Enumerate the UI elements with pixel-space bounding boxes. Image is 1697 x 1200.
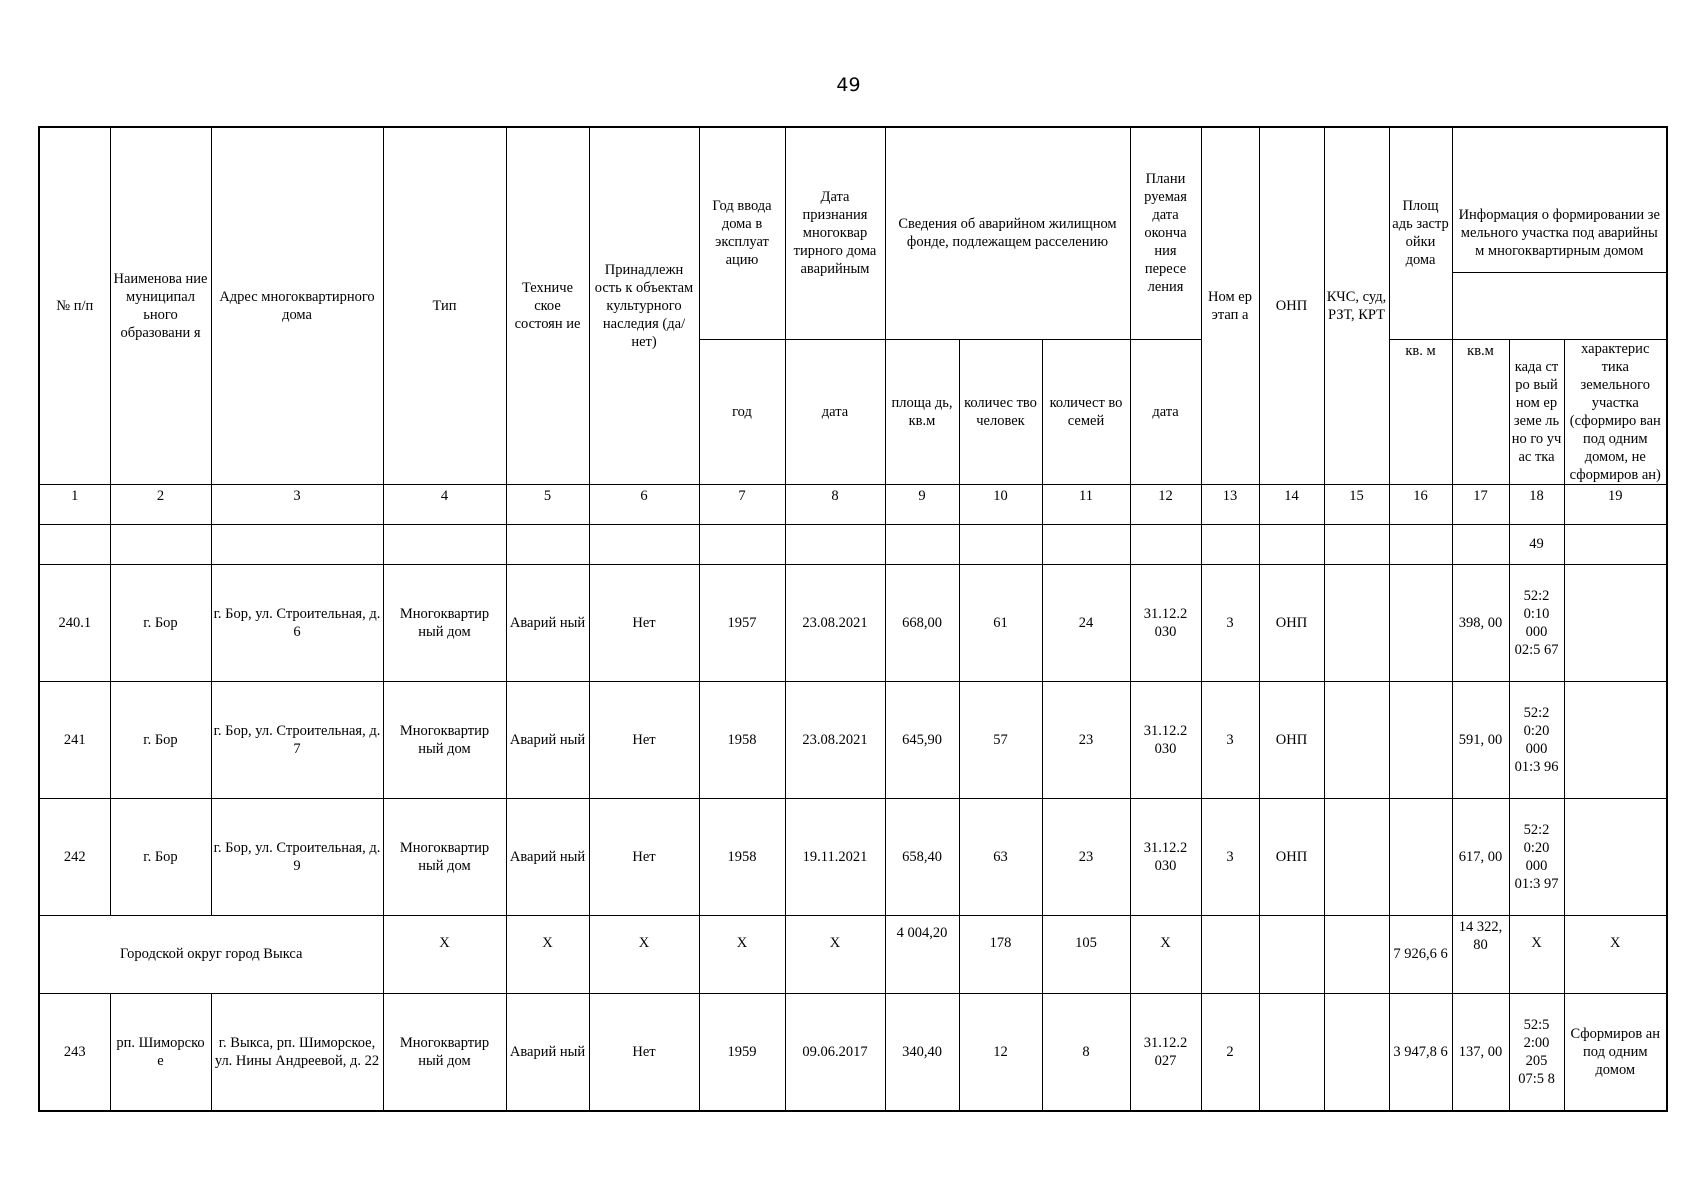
summary-plot-characteristic: X	[1564, 915, 1667, 993]
row-onp: ОНП	[1259, 681, 1324, 798]
row-heritage: Нет	[589, 564, 699, 681]
summary-planned-date: X	[1130, 915, 1201, 993]
row-families: 23	[1042, 681, 1130, 798]
row-area: 668,00	[885, 564, 959, 681]
row-kchs	[1324, 681, 1389, 798]
row-tech-state: Аварий ный	[506, 798, 589, 915]
header-row-main	[39, 127, 1667, 339]
row-emergency-date: 23.08.2021	[785, 564, 885, 681]
row-year: 1958	[699, 681, 785, 798]
header-sub-plot-area-unit: кв.м	[1452, 339, 1509, 484]
header-plot-characteristic: характерис тика земельного участка (сформиро ван под одним домом, не сформиров ан)	[1564, 339, 1667, 484]
header-land-plot-title: Информация о формировании земельного участка под аварийным многоквартирным домом	[1453, 194, 1667, 273]
table-row	[39, 798, 1667, 915]
row-area: 658,40	[885, 798, 959, 915]
row-tech-state: Аварий ный	[506, 681, 589, 798]
column-number: 9	[885, 484, 959, 524]
row-type: Многоквартир ный дом	[383, 564, 506, 681]
summary-cadastral-number: X	[1509, 915, 1564, 993]
row-number: 243	[39, 993, 110, 1111]
header-housing-info-group: Сведения об аварийном жилищном фонде, подлежащем расселению	[885, 127, 1130, 339]
header-sub-people: количес тво человек	[959, 339, 1042, 484]
column-number: 11	[1042, 484, 1130, 524]
row-cadastral-number: 52:2 0:20 000 01:3 97	[1509, 798, 1564, 915]
header-number: № п/п	[39, 127, 110, 484]
column-number: 16	[1389, 484, 1452, 524]
header-land-plot-group	[1452, 127, 1667, 339]
table-row	[39, 993, 1667, 1111]
row-onp: ОНП	[1259, 798, 1324, 915]
header-sub-families: количест во семей	[1042, 339, 1130, 484]
row-type: Многоквартир ный дом	[383, 681, 506, 798]
row-people: 57	[959, 681, 1042, 798]
header-built-area: Площ адь застр ойки дома	[1389, 127, 1452, 339]
header-cadastral-number: када стро вый ном ер земе льно го учас тка	[1509, 339, 1564, 484]
row-plot-area: 617, 00	[1452, 798, 1509, 915]
row-people: 12	[959, 993, 1042, 1111]
emergency-housing-table	[38, 126, 1668, 1112]
header-sub-area: площа дь, кв.м	[885, 339, 959, 484]
row-address: г. Бор, ул. Строительная, д. 6	[211, 564, 383, 681]
summary-heritage: X	[589, 915, 699, 993]
row-type: Многоквартир ный дом	[383, 798, 506, 915]
row-cadastral-number: 52:5 2:00 205 07:5 8	[1509, 993, 1564, 1111]
table-row	[39, 681, 1667, 798]
row-plot-area: 137, 00	[1452, 993, 1509, 1111]
row-year: 1957	[699, 564, 785, 681]
row-area: 340,40	[885, 993, 959, 1111]
summary-people: 178	[959, 915, 1042, 993]
column-number: 1	[39, 484, 110, 524]
column-number: 6	[589, 484, 699, 524]
row-number: 240.1	[39, 564, 110, 681]
summary-type: X	[383, 915, 506, 993]
header-sub-planned-date: дата	[1130, 339, 1201, 484]
row-plot-characteristic	[1564, 681, 1667, 798]
row-planned-date: 31.12.2 030	[1130, 798, 1201, 915]
row-year: 1958	[699, 798, 785, 915]
column-numbers-row	[39, 484, 1667, 524]
summary-plot-area: 14 322, 80	[1452, 915, 1509, 993]
header-year-built: Год ввода дома в эксплуат ацию	[699, 127, 785, 339]
row-address: г. Бор, ул. Строительная, д. 9	[211, 798, 383, 915]
row-plot-characteristic	[1564, 798, 1667, 915]
column-number: 2	[110, 484, 211, 524]
column-number: 17	[1452, 484, 1509, 524]
header-sub-built-area-unit: кв. м	[1389, 339, 1452, 484]
row-onp: ОНП	[1259, 564, 1324, 681]
header-address: Адрес многоквартирного дома	[211, 127, 383, 484]
column-number: 19	[1564, 484, 1667, 524]
column-number: 4	[383, 484, 506, 524]
row-address: г. Бор, ул. Строительная, д. 7	[211, 681, 383, 798]
column-number: 13	[1201, 484, 1259, 524]
row-built-area	[1389, 798, 1452, 915]
row-emergency-date: 09.06.2017	[785, 993, 885, 1111]
row-stage: 2	[1201, 993, 1259, 1111]
row-cadastral-number: 52:2 0:10 000 02:5 67	[1509, 564, 1564, 681]
row-year: 1959	[699, 993, 785, 1111]
column-number: 8	[785, 484, 885, 524]
summary-built-area: 7 926,6 6	[1389, 915, 1452, 993]
column-number: 18	[1509, 484, 1564, 524]
summary-label: Городской округ город Выкса	[39, 915, 383, 993]
row-stage: 3	[1201, 564, 1259, 681]
row-planned-date: 31.12.2 027	[1130, 993, 1201, 1111]
header-type: Тип	[383, 127, 506, 484]
row-built-area	[1389, 564, 1452, 681]
row-tech-state: Аварий ный	[506, 993, 589, 1111]
header-municipality: Наименова ние муниципал ьного образовани я	[110, 127, 211, 484]
row-built-area: 3 947,8 6	[1389, 993, 1452, 1111]
row-cadastral-number: 52:2 0:20 000 01:3 96	[1509, 681, 1564, 798]
column-number: 7	[699, 484, 785, 524]
row-stage: 3	[1201, 681, 1259, 798]
summary-onp	[1259, 915, 1324, 993]
row-heritage: Нет	[589, 681, 699, 798]
column-number: 15	[1324, 484, 1389, 524]
header-sub-date: дата	[785, 339, 885, 484]
row-stage: 3	[1201, 798, 1259, 915]
summary-row	[39, 915, 1667, 993]
column-number: 12	[1130, 484, 1201, 524]
row-kchs	[1324, 798, 1389, 915]
row-people: 63	[959, 798, 1042, 915]
row-heritage: Нет	[589, 798, 699, 915]
row-municipality: г. Бор	[110, 681, 211, 798]
row-families: 24	[1042, 564, 1130, 681]
column-number: 10	[959, 484, 1042, 524]
row-number: 241	[39, 681, 110, 798]
table-row	[39, 564, 1667, 681]
column-number: 5	[506, 484, 589, 524]
row-heritage: Нет	[589, 993, 699, 1111]
row-emergency-date: 23.08.2021	[785, 681, 885, 798]
row-planned-date: 31.12.2 030	[1130, 681, 1201, 798]
header-emergency-date: Дата признания многоквар тирного дома аварийным	[785, 127, 885, 339]
summary-emergency-date: X	[785, 915, 885, 993]
carry-over-value: 49	[1509, 524, 1564, 564]
summary-kchs	[1324, 915, 1389, 993]
row-families: 23	[1042, 798, 1130, 915]
row-plot-area: 591, 00	[1452, 681, 1509, 798]
row-families: 8	[1042, 993, 1130, 1111]
row-tech-state: Аварий ный	[506, 564, 589, 681]
header-tech-state: Техниче ское состоян ие	[506, 127, 589, 484]
summary-year: X	[699, 915, 785, 993]
header-sub-year: год	[699, 339, 785, 484]
header-planned-date: Плани руемая дата оконча ния пересе ления	[1130, 127, 1201, 339]
column-number: 14	[1259, 484, 1324, 524]
row-number: 242	[39, 798, 110, 915]
header-heritage: Принадлежн ость к объектам культурного наследия (да/нет)	[589, 127, 699, 484]
row-emergency-date: 19.11.2021	[785, 798, 885, 915]
page-number: 49	[836, 74, 861, 96]
row-planned-date: 31.12.2 030	[1130, 564, 1201, 681]
carry-over-row	[39, 524, 1667, 564]
column-number: 3	[211, 484, 383, 524]
row-onp	[1259, 993, 1324, 1111]
header-stage-number: Ном ер этап а	[1201, 127, 1259, 484]
header-onp: ОНП	[1259, 127, 1324, 484]
row-people: 61	[959, 564, 1042, 681]
row-municipality: рп. Шиморско е	[110, 993, 211, 1111]
row-municipality: г. Бор	[110, 798, 211, 915]
row-address: г. Выкса, рп. Шиморское, ул. Нины Андреевой, д. 22	[211, 993, 383, 1111]
summary-area: 4 004,20	[885, 915, 959, 993]
header-kchs: КЧС, суд, РЗТ, КРТ	[1324, 127, 1389, 484]
row-plot-characteristic	[1564, 564, 1667, 681]
summary-families: 105	[1042, 915, 1130, 993]
row-area: 645,90	[885, 681, 959, 798]
row-kchs	[1324, 993, 1389, 1111]
row-kchs	[1324, 564, 1389, 681]
row-municipality: г. Бор	[110, 564, 211, 681]
summary-tech-state: X	[506, 915, 589, 993]
row-plot-area: 398, 00	[1452, 564, 1509, 681]
row-type: Многоквартир ный дом	[383, 993, 506, 1111]
summary-stage	[1201, 915, 1259, 993]
row-built-area	[1389, 681, 1452, 798]
row-plot-characteristic: Сформиров ан под одним домом	[1564, 993, 1667, 1111]
